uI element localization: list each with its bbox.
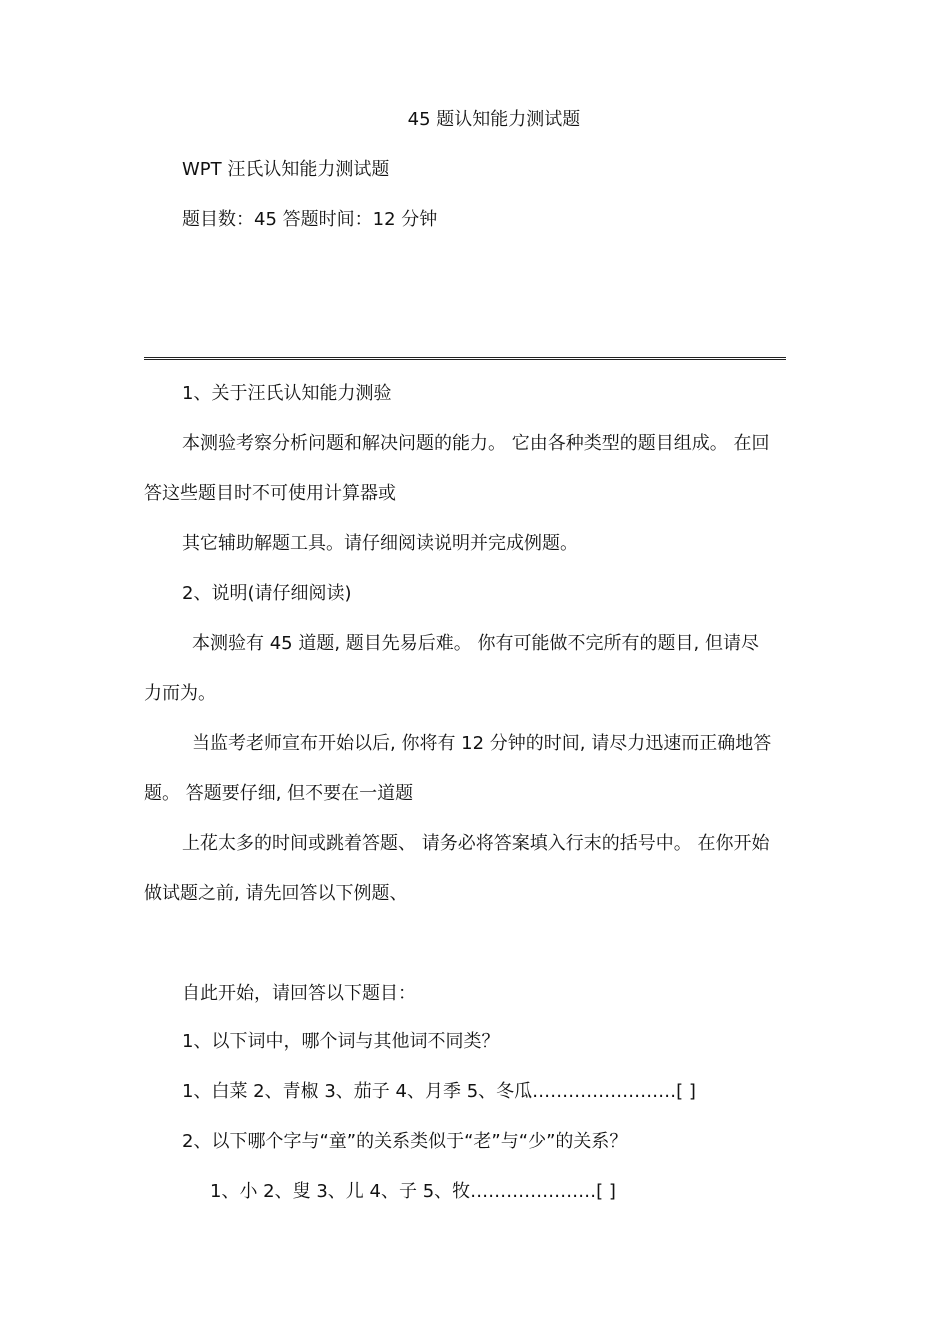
question-2-prompt: 2、以下哪个字与“童”的关系类似于“老”与“少”的关系？	[182, 1131, 628, 1152]
section2-paragraph-line: 做试题之前, 请先回答以下例题、	[144, 883, 408, 904]
section1-paragraph-line: 其它辅助解题工具。请仔细阅读说明并完成例题。	[182, 533, 578, 554]
section1-paragraph-line: 本测验考察分析问题和解决问题的能力。 它由各种类型的题目组成。 在回	[182, 433, 770, 454]
question-1-options: 1、白菜 2、青椒 3、茄子 4、月季 5、冬瓜……………………[ ]	[182, 1081, 696, 1102]
horizontal-divider	[144, 357, 786, 360]
document-subtitle: WPT 汪氏认知能力测试题	[182, 159, 390, 180]
section2-paragraph-line: 本测验有 45 道题, 题目先易后难。 你有可能做不完所有的题目, 但请尽	[192, 633, 759, 654]
question-2-options: 1、小 2、叟 3、儿 4、子 5、牧…………………[ ]	[210, 1181, 616, 1202]
section2-heading: 2、说明(请仔细阅读)	[182, 583, 352, 604]
question-1-prompt: 1、以下词中，哪个词与其他词不同类？	[182, 1031, 500, 1052]
section2-paragraph-line: 力而为。	[144, 683, 216, 704]
document-title: 45 题认知能力测试题	[407, 109, 581, 130]
document-meta: 题目数：45 答题时间：12 分钟	[182, 209, 438, 230]
section1-heading: 1、关于汪氏认知能力测验	[182, 383, 392, 404]
section2-paragraph-line: 上花太多的时间或跳着答题、 请务必将答案填入行末的括号中。 在你开始	[182, 833, 770, 854]
section2-paragraph-line: 当监考老师宣布开始以后, 你将有 12 分钟的时间, 请尽力迅速而正确地答	[192, 733, 772, 754]
section1-paragraph-line: 答这些题目时不可使用计算器或	[144, 483, 396, 504]
section2-paragraph-line: 题。 答题要仔细, 但不要在一道题	[144, 783, 414, 804]
questions-intro: 自此开始，请回答以下题目：	[182, 983, 416, 1004]
